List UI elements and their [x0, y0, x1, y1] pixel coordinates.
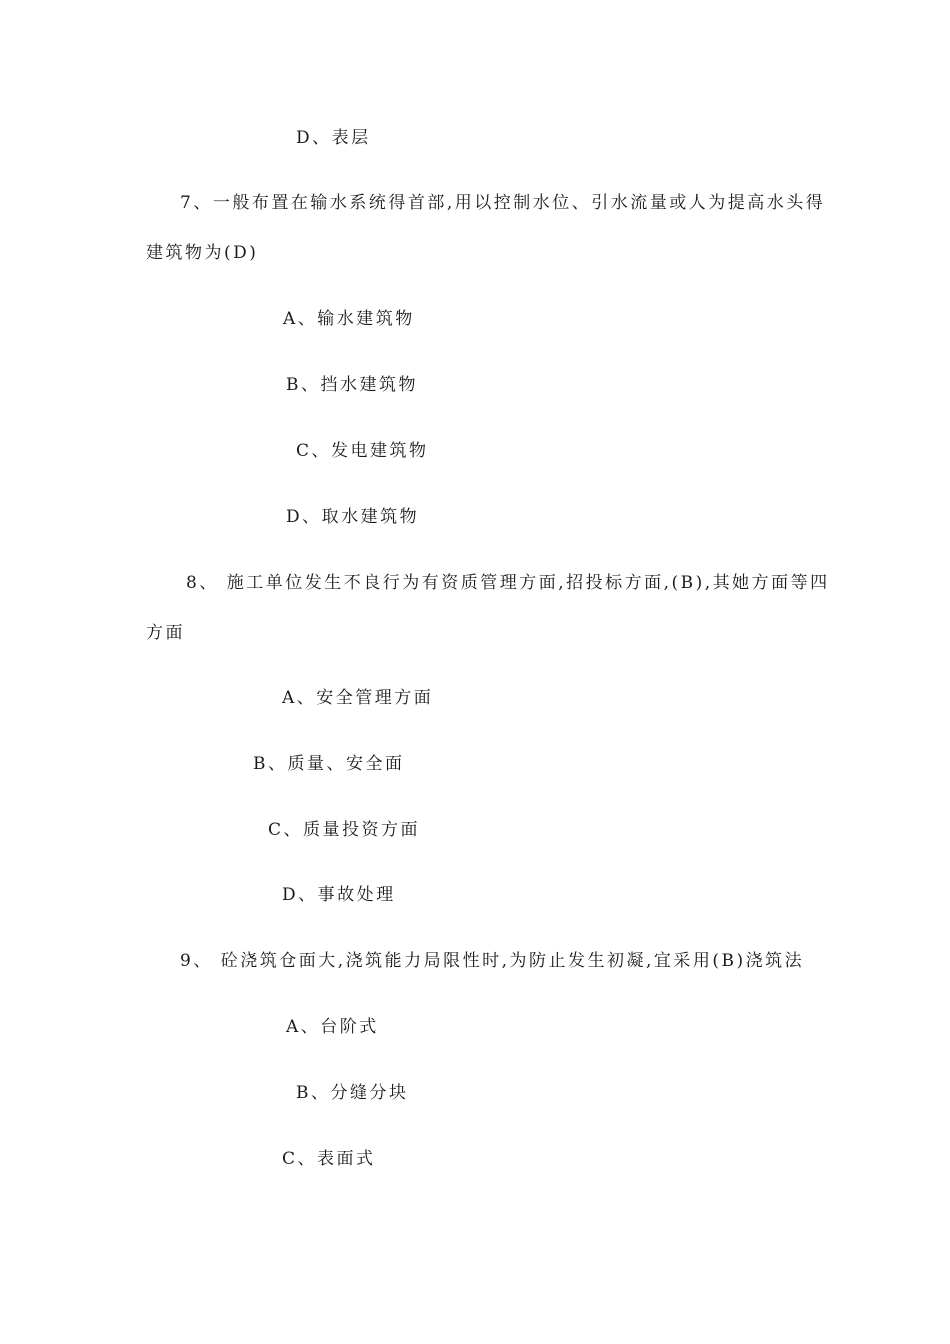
- option-b: B、质量、安全面: [253, 754, 405, 774]
- option-b: B、分缝分块: [296, 1083, 409, 1103]
- option-c: C、发电建筑物: [296, 441, 429, 461]
- question-8-text: 8、 施工单位发生不良行为有资质管理方面,招投标方面,(B),其她方面等四: [186, 573, 830, 593]
- option-a: A、安全管理方面: [282, 688, 434, 708]
- option-d: D、事故处理: [282, 885, 396, 905]
- option-a: A、输水建筑物: [283, 309, 415, 329]
- question-7-text: 7、一般布置在输水系统得首部,用以控制水位、引水流量或人为提高水头得: [180, 193, 826, 213]
- option-c: C、表面式: [282, 1149, 376, 1169]
- question-8-text-continued: 方面: [146, 623, 185, 643]
- option-a: A、台阶式: [286, 1017, 379, 1037]
- option-d: D、取水建筑物: [286, 507, 420, 527]
- question-7-text-continued: 建筑物为(D): [146, 243, 259, 263]
- option-b: B、挡水建筑物: [286, 375, 418, 395]
- option-d: D、表层: [296, 128, 371, 148]
- question-9-text: 9、 砼浇筑仓面大,浇筑能力局限性时,为防止发生初凝,宜采用(B)浇筑法: [180, 951, 805, 971]
- option-c: C、质量投资方面: [268, 820, 421, 840]
